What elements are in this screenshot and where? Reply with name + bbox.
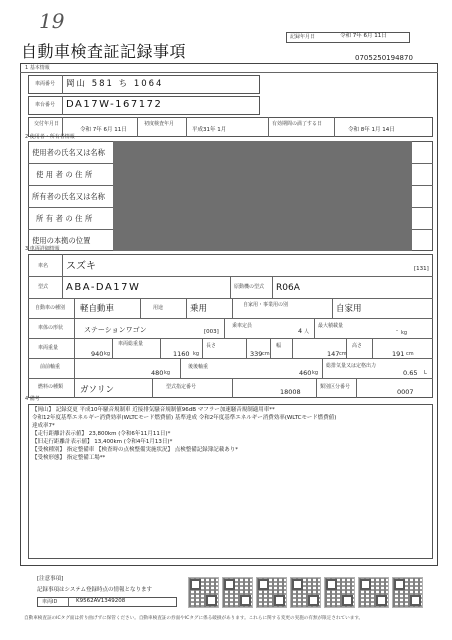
engine-model-value: R06A — [276, 283, 300, 293]
gross-weight-value: 1160 — [173, 350, 190, 358]
height-label: 高さ — [352, 343, 363, 349]
registration-number-value: 岡山 581 ち 1064 — [66, 79, 164, 89]
qr-code-2 — [222, 577, 253, 608]
qr-code-6 — [358, 577, 389, 608]
expiry-date-label: 有効期間の満了する日 — [272, 121, 323, 127]
vehicle-weight-label: 車両重量 — [38, 345, 59, 351]
front-axle-weight-unit: kg — [164, 370, 171, 376]
gross-weight-label: 車両総重量 — [118, 341, 144, 347]
record-date-label: 記録年月日 — [290, 34, 316, 40]
vehicle-id-value: K9562AV1349208 — [76, 598, 126, 604]
vehicle-weight-value: 940 — [91, 350, 104, 358]
displacement-unit: L — [424, 370, 427, 376]
make-label: 車名 — [38, 263, 49, 269]
body-shape-value: ステーションワゴン — [84, 326, 147, 334]
displacement-label: 総排気量又は定格出力 — [326, 363, 377, 369]
type-designation-label: 型式指定番号 — [166, 384, 197, 390]
redacted-owner-info — [113, 141, 412, 251]
use-label: 用途 — [153, 305, 164, 311]
record-date-value: 令和 7年 6月 11日 — [340, 33, 387, 39]
section-vehicle-details-title: 3 車両詳細情報 — [25, 246, 60, 252]
capacity-value: 4 — [298, 327, 303, 335]
model-value: ABA-DA17W — [66, 282, 141, 293]
max-load-unit: kg — [401, 330, 408, 336]
remark-line-4: 【走行距離計表示値】 23,800km (令和6年11月11日)* — [32, 431, 171, 437]
qr-code-3 — [256, 577, 287, 608]
max-load-label: 最大積載量 — [318, 323, 344, 329]
owner-row-owner-address: 所有者の住所 — [36, 214, 95, 223]
owner-row-user-name: 使用者の氏名又は名称 — [32, 148, 105, 157]
section-owner-info-title: 2 使用者・所有者情報 — [25, 134, 75, 140]
remark-line-5: 【旧走行距離計表示値】 13,400km (令和4年1月13日)* — [32, 439, 173, 445]
width-unit: cm — [339, 351, 347, 357]
footer-notice: 自動車検査証のICタグ面は折り曲げずに保管ください。自動車検査証の券面やICタグに係る破損があります。これらに関する変更の実施の有無が限定されています。 — [24, 616, 364, 621]
section-basic-info-title: 1 基本情報 — [25, 65, 50, 71]
displacement-value: 0.65 — [403, 369, 418, 377]
rear-axle-weight-label: 後後軸重 — [188, 364, 209, 370]
rear-axle-weight-unit: kg — [312, 370, 319, 376]
expiry-date-value: 令和 8年 1月 14日 — [348, 127, 395, 133]
vehicle-weight-unit: kg — [104, 351, 111, 357]
notes-text: 記録事項はシステム登録時点の情報となります — [37, 587, 152, 593]
qr-code-4 — [290, 577, 321, 608]
body-shape-code: [003] — [204, 329, 219, 335]
notes-title: [注意事項] — [37, 576, 64, 582]
length-value: 339 — [250, 350, 263, 358]
owner-row-base-location: 使用の本拠の位置 — [32, 236, 91, 245]
model-label: 型式 — [38, 284, 49, 290]
vehicle-kind-value: 軽自動車 — [80, 304, 115, 314]
vehicle-id-label: 車両ID — [42, 599, 58, 605]
engine-model-label: 原動機の型式 — [234, 284, 265, 290]
owner-row-owner-name: 所有者の氏名又は名称 — [32, 192, 105, 201]
document-number: 0705250194870 — [355, 54, 413, 62]
length-unit: cm — [262, 351, 270, 357]
capacity-label: 乗車定員 — [232, 323, 253, 329]
front-axle-weight-value: 480 — [151, 369, 164, 377]
first-registration-label: 初度検査年月 — [144, 121, 175, 127]
remark-line-2: 令和12年度基準エネルギー消費効率(WLTCモード燃費値) 基準達成 令和2年度基準エネルギー消費効率(WLTCモード燃費値) — [32, 415, 337, 421]
make-value: スズキ — [66, 261, 96, 272]
issue-date-value: 令和 7年 6月 11日 — [80, 127, 127, 133]
remark-line-7: 【受検形態】 指定整備工場** — [32, 455, 106, 461]
remark-line-6: 【受検種別】 指定整備車 【検査時の点検整備実施状況】 点検整備記録簿記載あり* — [32, 447, 238, 453]
width-label: 幅 — [276, 343, 282, 349]
width-value: 147 — [327, 350, 340, 358]
fuel-type-label: 燃料の種類 — [38, 384, 64, 390]
length-label: 長さ — [206, 343, 217, 349]
vehicle-kind-label: 自動車の種別 — [35, 305, 66, 311]
category-number-label: 類別区分番号 — [320, 384, 351, 390]
body-shape-label: 車体の形状 — [38, 325, 64, 331]
height-value: 191 — [392, 350, 405, 358]
front-axle-weight-label: 前前軸重 — [40, 364, 61, 370]
chassis-number-label: 車台番号 — [35, 102, 56, 108]
height-unit: cm — [406, 351, 414, 357]
chassis-number-value: DA17W-167172 — [66, 99, 163, 110]
rear-axle-weight-value: 460 — [299, 369, 312, 377]
fuel-type-value: ガソリン — [80, 385, 115, 395]
first-registration-value: 平成31年 1月 — [192, 127, 227, 133]
owner-row-user-address: 使用者の住所 — [36, 170, 95, 179]
remark-line-3: 達成率7* — [32, 423, 55, 429]
document-title: 自動車検査証記録事項 — [21, 42, 187, 61]
type-designation-value: 18008 — [280, 388, 301, 396]
capacity-unit: 人 — [304, 329, 310, 335]
issue-date-label: 交付年月日 — [34, 121, 60, 127]
private-commercial-label: 自家用・事業用の別 — [243, 302, 289, 308]
private-commercial-value: 自家用 — [336, 304, 362, 314]
max-load-value: - — [396, 328, 398, 334]
category-number-value: 0007 — [397, 388, 414, 396]
make-code: [131] — [414, 266, 429, 272]
qr-code-7 — [392, 577, 423, 608]
remark-line-1: 【岡山】 記録変更 平成10年騒音規制車 近接排気騒音規制値96dB マフラー加速騒音規制適用車** — [32, 407, 275, 413]
handwritten-number: 19 — [39, 9, 65, 33]
qr-code-5 — [324, 577, 355, 608]
gross-weight-unit: kg — [193, 351, 200, 357]
registration-number-label: 車両番号 — [35, 81, 56, 87]
section-remarks-title: 4 備考 — [25, 396, 40, 402]
remarks-box — [28, 404, 433, 559]
use-value: 乗用 — [190, 304, 208, 314]
qr-code-1 — [188, 577, 219, 608]
